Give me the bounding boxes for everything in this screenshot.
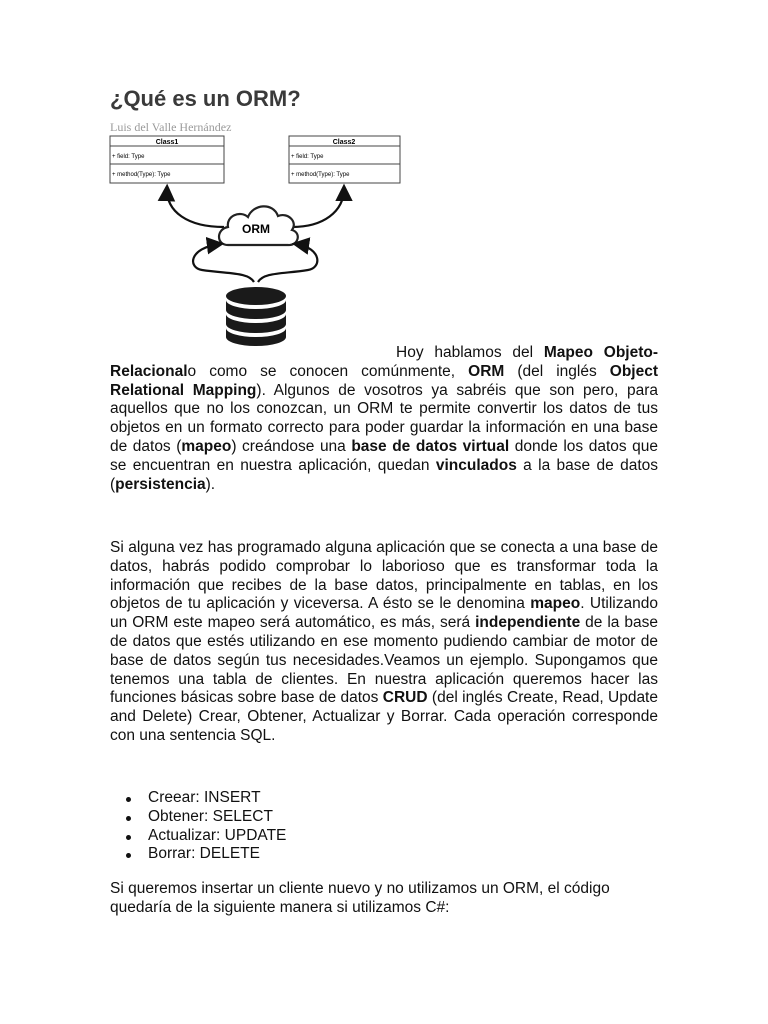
p1-bold-1: Mapeo Objeto-Relacional	[110, 344, 659, 380]
p1-text-6: donde los datos que se encuentran en nuestra aplicación, quedan	[110, 437, 659, 474]
p2-text-1: Si alguna vez has programado alguna aplicación que se conecta a una base de datos, habrás podido comprobar lo laborioso que es transformar toda la información que recibes de la base datos, principalmente en tablas, en los objetos de tu aplicación y viceversa. A ésto se le denomina	[110, 539, 658, 613]
class2-method: + method(Type): Type	[291, 172, 350, 178]
database-icon	[226, 287, 286, 346]
cloud-label: ORM	[242, 222, 270, 236]
arrow-to-class1	[167, 188, 224, 227]
paragraph-csharp: Si queremos insertar un cliente nuevo y no utilizamos un ORM, el código quedaría de la siguiente manera si utilizamos C#:	[110, 880, 610, 916]
author-name: Luis del Valle Hernández	[110, 120, 232, 134]
list-item: Obtener: SELECT	[110, 808, 658, 827]
arrow-db-to-cloud-right	[258, 244, 317, 282]
p2-bold-2: independiente	[475, 614, 581, 632]
p2-text-3: de la base de datos que estés utilizando en ese momento pudiendo cambiar de motor de base de datos según tus necesidades.Veamos un ejemplo. Supongamos que tenemos una tabla de clientes. En nuestra aplicación queremos hacer las funciones básicas sobre base de datos	[110, 614, 658, 707]
page-title: ¿Qué es un ORM?	[110, 86, 301, 111]
p1-text-1: Hoy hablamos del	[396, 344, 544, 361]
class1-name: Class1	[155, 139, 179, 146]
class2-uml-box	[289, 136, 400, 183]
list-item: Borrar: DELETE	[110, 845, 658, 864]
arrow-db-to-cloud-left	[193, 244, 254, 282]
class1-uml-box	[110, 136, 224, 183]
p1-text-7: a la base de datos (	[110, 456, 658, 493]
arrow-to-class2	[292, 188, 344, 227]
p1-bold-2: ORM	[468, 362, 505, 380]
list-item: Creear: INSERT	[110, 789, 658, 808]
p1-text-8: ).	[205, 475, 216, 493]
p2-bold-1: mapeo	[530, 595, 581, 613]
class2-field: + field: Type	[291, 154, 324, 160]
paragraph-mapping	[110, 539, 658, 746]
cloud-icon	[219, 206, 298, 245]
orm-diagram	[108, 132, 404, 348]
p1-bold-4: mapeo	[181, 437, 232, 455]
p1-bold-3: Object Relational Mapping	[110, 362, 659, 399]
crud-list	[110, 789, 658, 864]
list-item: Actualizar: UPDATE	[110, 827, 658, 846]
p1-text-5: ) creándose una	[231, 437, 352, 455]
p2-text-2: . Utilizando un ORM este mapeo será automático, es más, será	[110, 595, 658, 632]
p1-bold-7: persistencia	[115, 475, 206, 493]
p1-text-3: (del inglés	[504, 362, 610, 380]
p1-bold-6: vinculados	[435, 456, 517, 474]
p2-text-4: (del inglés Create, Read, Update and Delete) Crear, Obtener, Actualizar y Borrar. Cada operación corresponde con una sentencia SQL.	[110, 689, 658, 744]
class1-method: + method(Type): Type	[112, 172, 171, 178]
p1-text-4: ). Algunos de vosotros ya sabréis que son pero, para aquellos que no los conozcan, un ORM te permite convertir los datos de tus objetos en un formato correcto para poder guardar la información en una base de datos (	[110, 381, 658, 455]
p1-text-2: o como se conocen comúnmente,	[187, 362, 469, 380]
paragraph-intro	[110, 344, 658, 494]
class1-field: + field: Type	[112, 154, 145, 160]
p1-bold-5: base de datos virtual	[351, 437, 510, 455]
class2-name: Class2	[332, 139, 356, 146]
p2-bold-3: CRUD	[382, 689, 428, 707]
